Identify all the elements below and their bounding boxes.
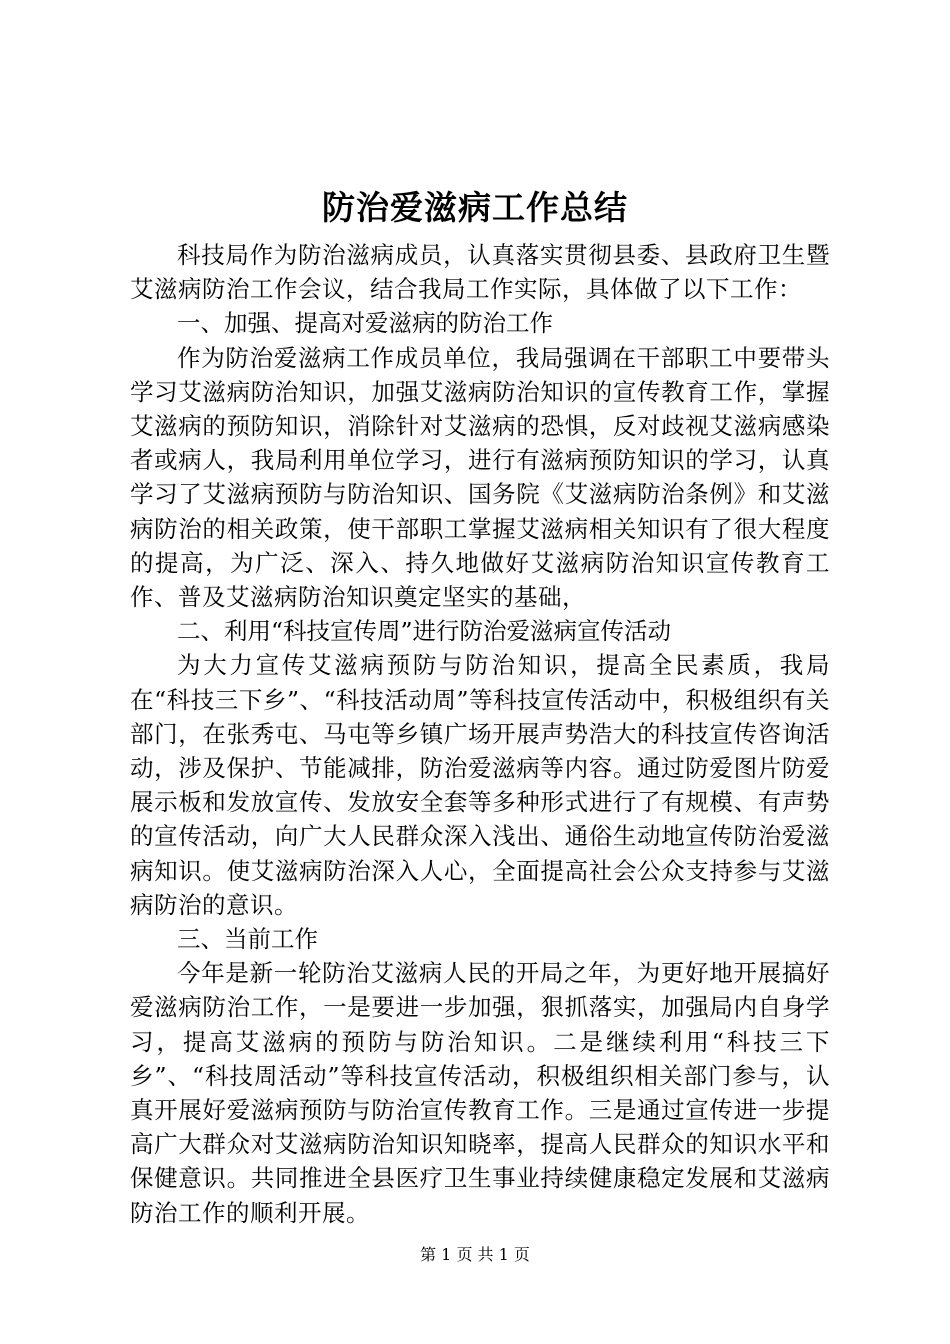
section-paragraph-1: 作为防治爱滋病工作成员单位，我局强调在干部职工中要带头学习艾滋病防治知识，加强艾滋病防治知识的宣传教育工作，掌握艾滋病的预防知识，消除针对艾滋病的恐惧，反对歧视艾滋病感染者或病人，我局利用单位学习，进行有滋病预防知识的学习，认真学习了艾滋病预防与防治知识、国务院《艾滋病防治条例》和艾滋病防治的相关政策，使干部职工掌握艾滋病相关知识有了很大程度的提高，为广泛、深入、持久地做好艾滋病防治知识宣传教育工作、普及艾滋病防治知识奠定坚实的基础，: [130, 343, 830, 612]
section-heading-3: 三、当前工作: [177, 925, 318, 954]
section-heading-1: 一、加强、提高对爱滋病的防治工作: [177, 309, 553, 338]
intro-paragraph: 科技局作为防治滋病成员，认真落实贯彻县委、县政府卫生暨艾滋病防治工作会议，结合我局工作实际，具体做了以下工作：: [130, 241, 830, 304]
section-heading-2: 二、利用“科技宣传周”进行防治爱滋病宣传活动: [177, 617, 672, 646]
page-number-footer: 第 1 页 共 1 页: [420, 1245, 530, 1264]
document-title: 防治爱滋病工作总结: [322, 188, 628, 227]
section-paragraph-2: 为大力宣传艾滋病预防与防治知识，提高全民素质，我局在“科技三下乡”、“科技活动周”等科技宣传活动中，积极组织有关部门，在张秀屯、马屯等乡镇广场开展声势浩大的科技宣传咨询活动，涉及保护、节能减排，防治爱滋病等内容。通过防爱图片防爱展示板和发放宣传、发放安全套等多种形式进行了有规模、有声势的宣传活动，向广大人民群众深入浅出、通俗生动地宣传防治爱滋病知识。使艾滋病防治深入人心，全面提高社会公众支持参与艾滋病防治的意识。: [130, 651, 830, 919]
section-paragraph-3: 今年是新一轮防治艾滋病人民的开局之年，为更好地开展搞好爱滋病防治工作，一是要进一步加强，狠抓落实，加强局内自身学习，提高艾滋病的预防与防治知识。二是继续利用“科技三下乡”、“科技周活动”等科技宣传活动，积极组织相关部门参与，认真开展好爱滋病预防与防治宣传教育工作。三是通过宣传进一步提高广大群众对艾滋病防治知识知晓率，提高人民群众的知识水平和保健意识。共同推进全县医疗卫生事业持续健康稳定发展和艾滋病防治工作的顺利开展。: [130, 959, 830, 1227]
document-body: [130, 238, 830, 1230]
